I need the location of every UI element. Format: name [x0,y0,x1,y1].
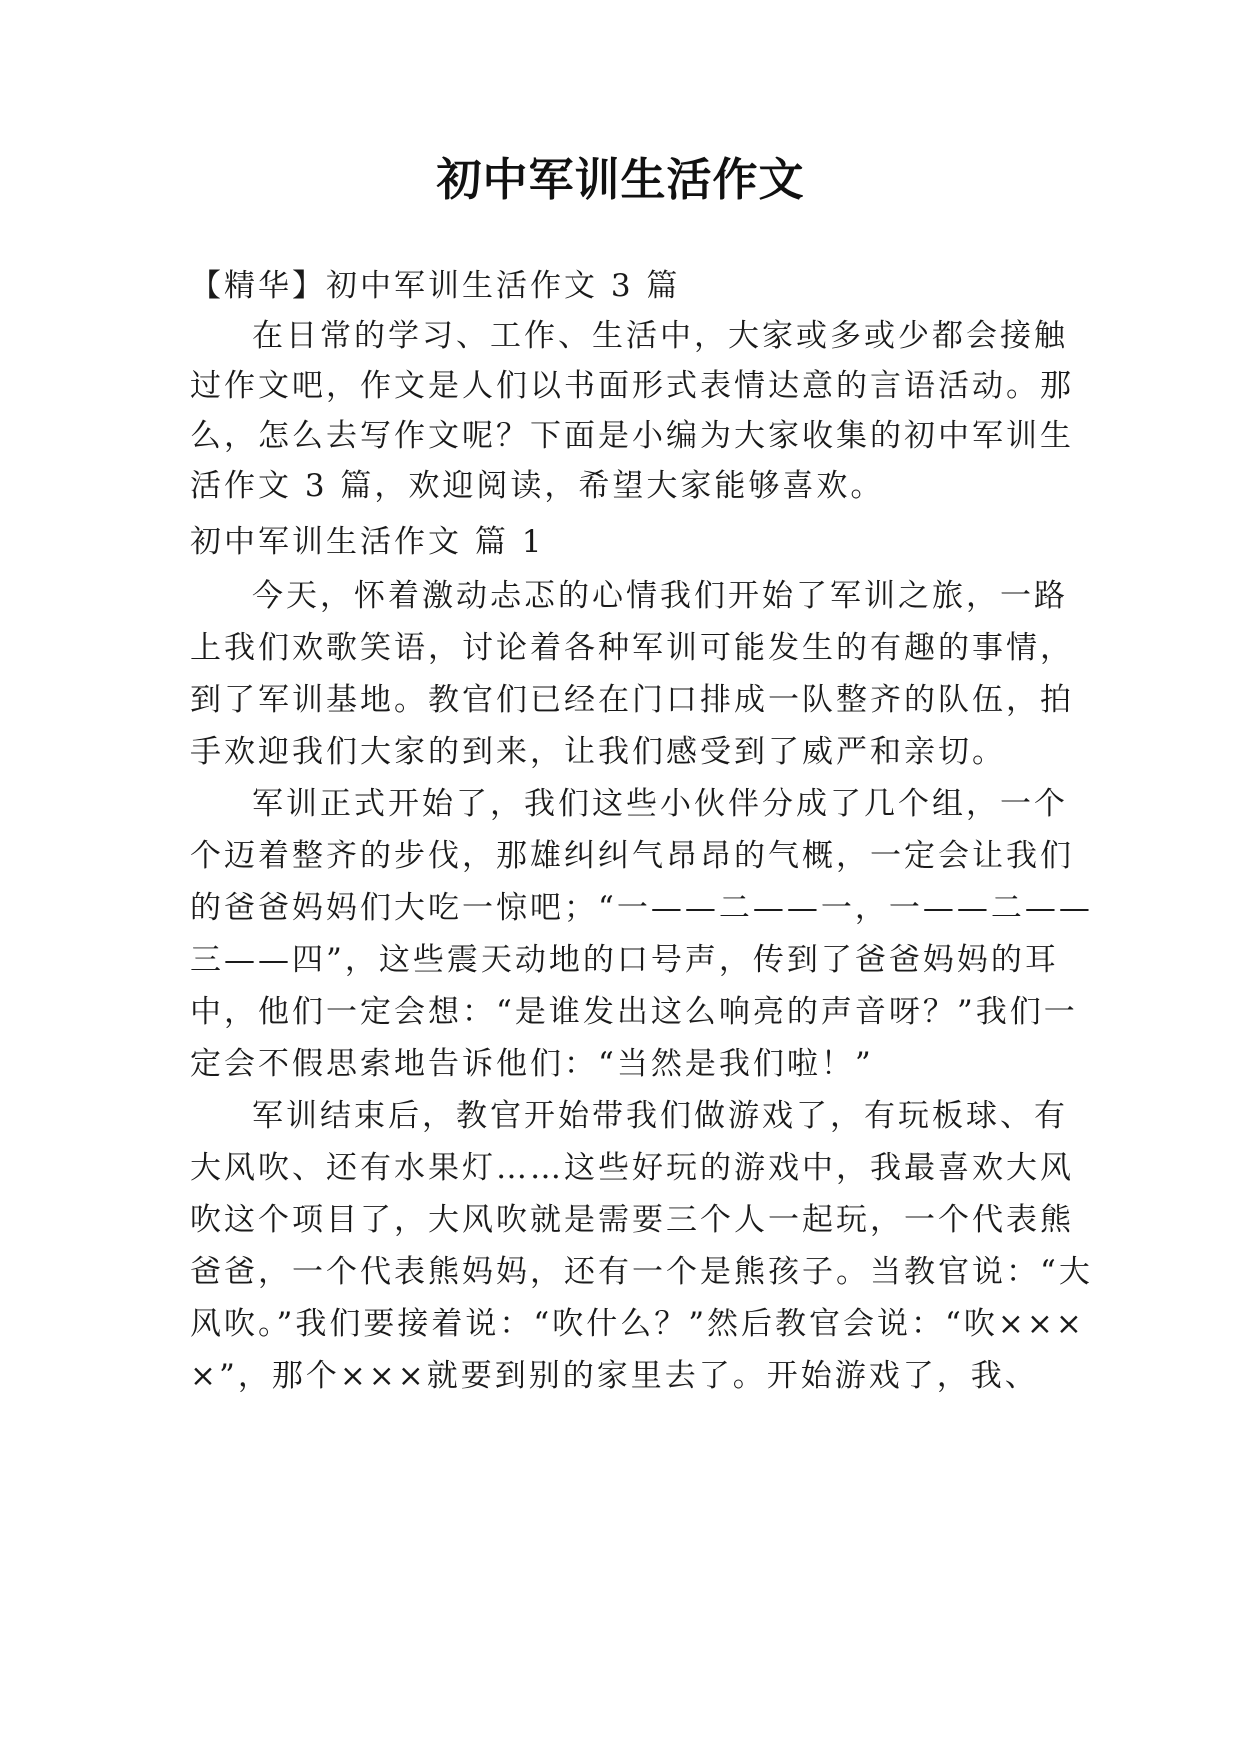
paragraph-line: 爸爸，一个代表熊妈妈，还有一个是熊孩子。当教官说：“大 [190,1254,1093,1290]
intro-paragraph-line: 活作文 3 篇，欢迎阅读，希望大家能够喜欢。 [190,468,885,504]
subtitle-line: 【精华】初中军训生活作文 3 篇 [190,268,681,304]
document-title: 初中军训生活作文 [436,153,805,206]
paragraph-line: 的爸爸妈妈们大吃一惊吧；“一——二——一，一——二—— [190,890,1093,926]
paragraph-line: 上我们欢歌笑语，讨论着各种军训可能发生的有趣的事情， [190,630,1074,666]
intro-paragraph-line: 在日常的学习、工作、生活中，大家或多或少都会接触 [252,318,1068,354]
paragraph-line: 手欢迎我们大家的到来，让我们感受到了威严和亲切。 [190,734,1006,770]
section-heading: 初中军训生活作文 篇 1 [190,524,545,560]
paragraph-line: 军训结束后，教官开始带我们做游戏了，有玩板球、有 [252,1098,1068,1134]
paragraph-line: 三——四”，这些震天动地的口号声，传到了爸爸妈妈的耳 [190,942,1059,978]
paragraph-line: 定会不假思索地告诉他们：“当然是我们啦！” [190,1046,874,1082]
paragraph-line: 到了军训基地。教官们已经在门口排成一队整齐的队伍，拍 [190,682,1074,718]
paragraph-line: 大风吹、还有水果灯……这些好玩的游戏中，我最喜欢大风 [190,1150,1074,1186]
paragraph-line: 中，他们一定会想：“是谁发出这么响亮的声音呀？”我们一 [190,994,1078,1030]
paragraph-line: 军训正式开始了，我们这些小伙伴分成了几个组，一个 [252,786,1068,822]
paragraph-line: 今天，怀着激动忐忑的心情我们开始了军训之旅，一路 [252,578,1068,614]
paragraph-line: 风吹。”我们要接着说：“吹什么？”然后教官会说：“吹××× [190,1306,1085,1342]
paragraph-line: 吹这个项目了，大风吹就是需要三个人一起玩，一个代表熊 [190,1202,1074,1238]
paragraph-line: 个迈着整齐的步伐，那雄纠纠气昂昂的气概，一定会让我们 [190,838,1074,874]
intro-paragraph-line: 么，怎么去写作文呢？下面是小编为大家收集的初中军训生 [190,418,1074,454]
paragraph-line: ×”，那个×××就要到别的家里去了。开始游戏了，我、 [190,1358,1039,1394]
intro-paragraph-line: 过作文吧，作文是人们以书面形式表情达意的言语活动。那 [190,368,1074,404]
